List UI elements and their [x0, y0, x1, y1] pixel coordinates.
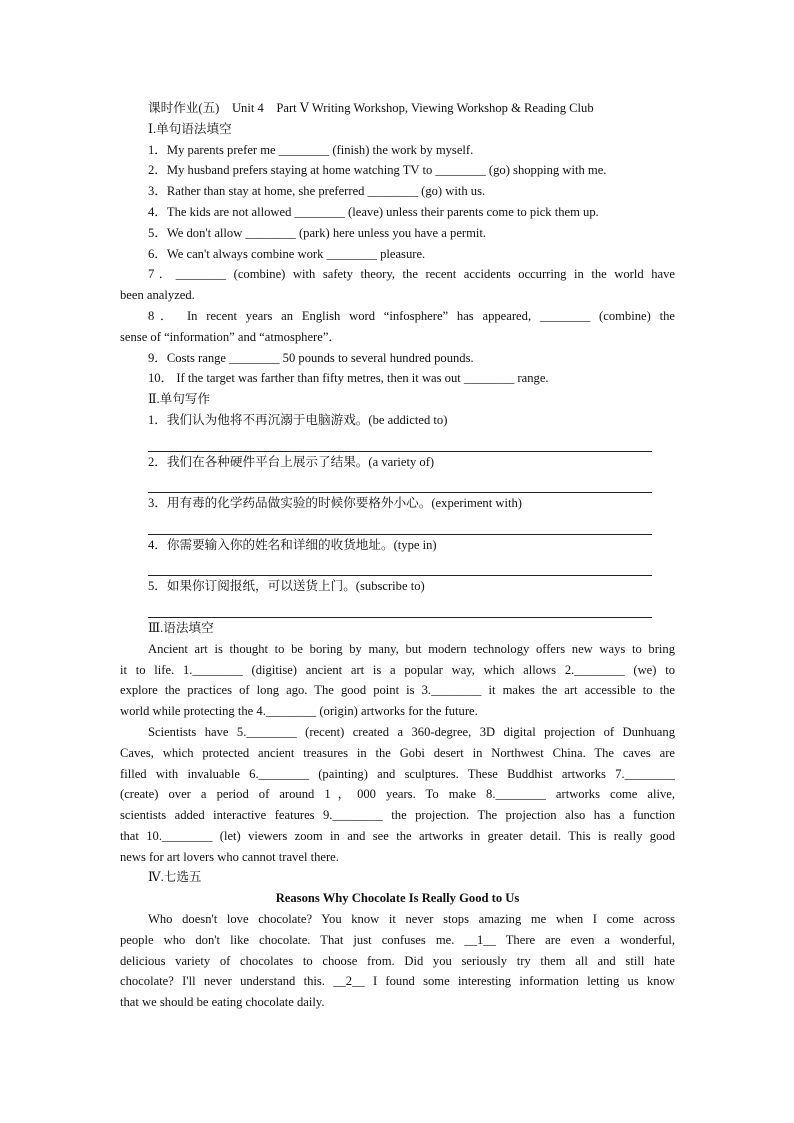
- s1-item-9: 9．Costs range ________ 50 pounds to several hundred pounds.: [148, 350, 474, 365]
- answer-line-5[interactable]: [148, 597, 652, 618]
- s1-item-6: 6．We can't always combine work ________ pleasure.: [148, 246, 426, 261]
- s3-p1-line: explore the practices of long ago. The good point is 3.________ it makes the art accessible to the: [120, 683, 675, 698]
- s3-p1-line: Ancient art is thought to be boring by many, but modern technology offers new ways to bring: [148, 641, 675, 656]
- s4-p1-line: people who don't like chocolate. That just confuses me. __1__ There are even a wonderful,: [120, 932, 675, 947]
- s1-item-3: 3．Rather than stay at home, she preferred ________ (go) with us.: [148, 184, 486, 199]
- s1-item-5: 5．We don't allow ________ (park) here unless you have a permit.: [148, 225, 487, 240]
- passage-title: Reasons Why Chocolate Is Really Good to Us: [275, 891, 520, 906]
- s3-p1-line: world while protecting the 4.________ (origin) artworks for the future.: [120, 704, 478, 719]
- s1-item-2: 2．My husband prefers staying at home watching TV to ________ (go) shopping with me.: [148, 163, 607, 178]
- s2-item-1: 1．我们认为他将不再沉溺于电脑游戏。(be addicted to): [148, 412, 448, 427]
- section4-heading: Ⅳ.七选五: [148, 870, 202, 885]
- s4-p1-line: that we should be eating chocolate daily.: [120, 995, 325, 1010]
- s4-p1-line: chocolate? I'll never understand this. __2__ I found some interesting information letting us know: [120, 974, 675, 989]
- s1-item-8-line2: sense of “information” and “atmosphere”．: [120, 329, 342, 344]
- s2-item-4: 4．你需要输入你的姓名和详细的收货地址。(type in): [148, 537, 437, 552]
- s2-item-5: 5．如果你订阅报纸，可以送货上门。(subscribe to): [148, 579, 425, 594]
- s3-p2-line: scientists added interactive features 9.________ the projection. The projection also has a function: [120, 808, 675, 823]
- s1-item-8-line1: 8． In recent years an English word “infosphere” has appeared, ________ (combine) the: [148, 308, 675, 323]
- s2-item-2: 2．我们在各种硬件平台上展示了结果。(a variety of): [148, 454, 435, 469]
- worksheet-page: [120, 98, 675, 1013]
- answer-line-1[interactable]: [148, 431, 652, 452]
- s3-p2-line: that 10.________ (let) viewers zoom in and see the artworks in greater detail. This is really good: [120, 828, 675, 843]
- s3-paragraph-1: [120, 639, 675, 722]
- answer-line-4[interactable]: [148, 556, 652, 577]
- s3-p2-line: filled with invaluable 6.________ (painting) and sculptures. These Buddhist artworks 7.________: [120, 766, 675, 781]
- s1-item-1: 1．My parents prefer me ________ (finish) the work by myself.: [148, 142, 474, 157]
- section1-heading: Ⅰ.单句语法填空: [148, 121, 232, 136]
- s3-p2-line: (create) over a period of around 1，000 years. To make 8.________ artworks come alive,: [120, 787, 675, 802]
- section2-heading: Ⅱ.单句写作: [148, 392, 211, 407]
- s3-p2-line: Scientists have 5.________ (recent) created a 360-degree, 3D digital projection of Dunhuang: [148, 724, 675, 739]
- s3-paragraph-2: [120, 722, 675, 868]
- answer-line-3[interactable]: [148, 514, 652, 535]
- s1-item-10: 10． If the target was farther than fifty metres, then it was out ________ range.: [148, 371, 549, 386]
- s4-p1-line: Who doesn't love chocolate? You know it never stops amazing me when I come across: [148, 912, 675, 927]
- s4-p1-line: delicious variety of chocolates to choose from. Did you seriously try them all and still hate: [120, 953, 675, 968]
- s1-item-7-line2: been analyzed.: [120, 288, 195, 303]
- answer-line-2[interactable]: [148, 472, 652, 493]
- s2-item-3: 3．用有毒的化学药品做实验的时候你要格外小心。(experiment with): [148, 496, 522, 511]
- s3-p1-line: it to life. 1.________ (digitise) ancient art is a popular way, which allows 2.________ (we) to: [120, 662, 675, 677]
- s3-p2-line: Caves, which protected ancient treasures in the Gobi desert in Northwest China. The caves are: [120, 745, 675, 760]
- s3-p2-line: news for art lovers who cannot travel there.: [120, 849, 339, 864]
- s1-item-7-line1: 7．________ (combine) with safety theory, the recent accidents occurring in the world have: [148, 267, 675, 282]
- section3-heading: Ⅲ.语法填空: [148, 620, 214, 635]
- s1-item-4: 4．The kids are not allowed ________ (leave) unless their parents come to pick them up.: [148, 204, 599, 219]
- s4-paragraph-1: [120, 909, 675, 1013]
- page-header: 课时作业(五) Unit 4 Part Ⅴ Writing Workshop, Viewing Workshop & Reading Club: [148, 101, 594, 115]
